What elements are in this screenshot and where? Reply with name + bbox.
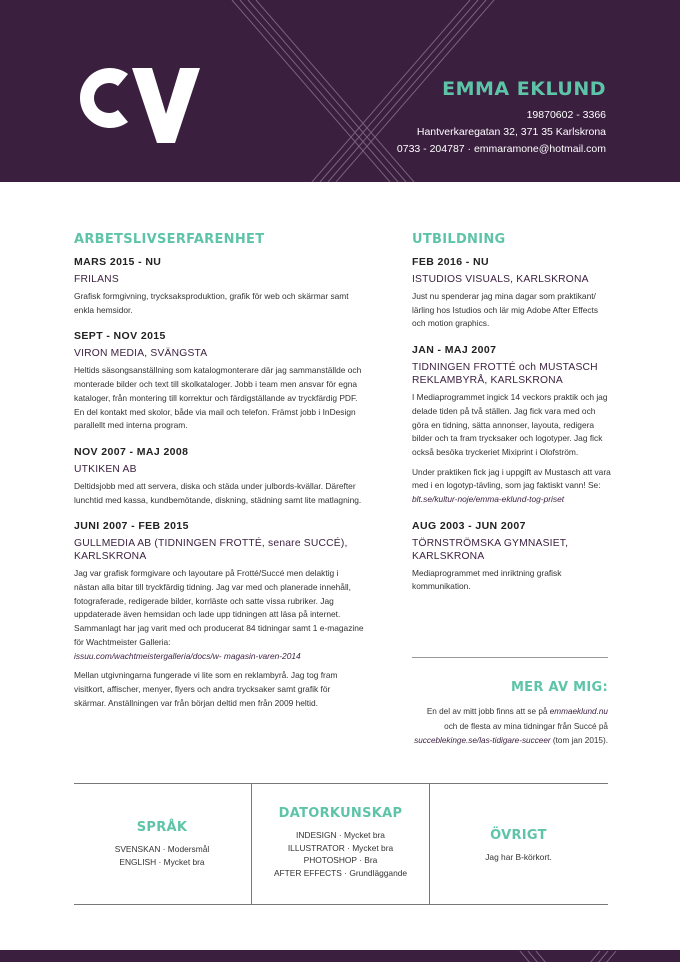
entry-date: JUNI 2007 - FEB 2015 xyxy=(74,520,189,533)
entry-org: UTKIKEN AB xyxy=(74,463,137,475)
entry-date: FEB 2016 - NU xyxy=(412,256,489,268)
entry-date: SEPT - NOV 2015 xyxy=(74,330,166,343)
section-title: UTBILDNING xyxy=(412,232,506,247)
entry-date: AUG 2003 - JUN 2007 xyxy=(412,519,526,532)
entry-desc: Deltidsjobb med att servera, diska och städa under julbords-kvällar. Därefter lunchtid med kassa, kundbemötande, diskning, städning samt lite matlagning. xyxy=(74,480,362,505)
section-title: MER AV MIG: xyxy=(510,680,608,695)
work-entry xyxy=(74,446,364,507)
entry-org: TÖRNSTRÖMSKA GYMNASIET, KARLSKRONA xyxy=(412,537,569,562)
entry-paragraph: Jag var grafisk formgivare och layoutare på Frotté/Succé men delaktig i nästan alla bitar till tryckfärdig tidning. Jag var med och planerade innehåll, fotograferade, redigerade bilder, korrläste och satte vissa rubriker. Jag uppdaterade även hemsidan och lade upp tidningen att läsa på internet. Sammanlagt har jag varit med och producerat 84 tidningar samt 1 e-magazine för Wachtmeister Galleria: xyxy=(74,568,364,647)
work-entry xyxy=(74,520,364,710)
header-banner xyxy=(0,0,680,182)
entry-desc xyxy=(74,567,364,710)
other-section xyxy=(429,784,608,904)
cv-logo xyxy=(70,48,200,148)
entry-org: VIRON MEDIA, SVÄNGSTA xyxy=(74,348,208,360)
skill-item: INDESIGN · Mycket bra xyxy=(296,830,385,840)
candidate-name: EMMA EKLUND xyxy=(442,78,606,100)
birth-number: 19870602 - 3366 xyxy=(526,109,606,121)
decorative-lines xyxy=(0,951,680,962)
computer-skills-section xyxy=(251,784,430,904)
more-text xyxy=(412,705,608,749)
entry-date: MARS 2015 - NU xyxy=(74,256,162,268)
footer-bar xyxy=(0,950,680,962)
language-item: ENGLISH · Mycket bra xyxy=(119,856,205,867)
more-text-part: En del av mitt jobb finns att se på xyxy=(426,707,548,716)
issuu-link[interactable]: issuu.com/wachtmeistergalleria/docs/w- magasin-varen-2014 xyxy=(74,650,301,661)
portfolio-link[interactable]: emmaeklund.nu xyxy=(549,707,608,716)
entry-org: FRILANS xyxy=(74,274,119,285)
section-title: ÖVRIGT xyxy=(490,828,547,843)
entry-desc xyxy=(412,391,612,507)
succe-link[interactable]: succeblekinge.se/las-tidigare-succeer xyxy=(414,736,551,745)
address: Hantverkaregatan 32, 371 35 Karlskrona xyxy=(416,126,606,138)
work-entry xyxy=(74,330,364,433)
entry-desc: Grafisk formgivning, trycksaksproduktion, grafik för web och skärmar samt enkla hemsidor. xyxy=(74,291,349,315)
education-section xyxy=(412,232,612,607)
phone-email: 0733 - 204787 · emmaramone@hotmail.com xyxy=(396,143,606,155)
skill-item: AFTER EFFECTS · Grundläggande xyxy=(273,867,408,878)
blt-link[interactable]: blt.se/kultur-noje/emma-eklund-tog-priset xyxy=(412,494,565,505)
skills-box xyxy=(74,783,608,905)
other-item: Jag har B-körkort. xyxy=(485,852,552,862)
language-item: SVENSKAN · Modersmål xyxy=(114,844,210,854)
work-entry xyxy=(74,256,364,317)
entry-org: GULLMEDIA AB (TIDNINGEN FROTTÉ, senare SUCCÉ), KARLSKRONA xyxy=(74,538,348,563)
skill-item: PHOTOSHOP · Bra xyxy=(303,855,378,865)
entry-paragraph: Mellan utgivningarna fungerade vi lite som en reklambyrå. Jag tog fram visitkort, affischer, menyer, flyers och andra trycksaker samt grafik för skärmar. Anställningen var från början deltid men från 2009 heltid. xyxy=(74,670,338,708)
more-text-part: (tom jan 2015). xyxy=(552,736,608,745)
entry-desc: Mediaprogrammet med inriktning grafisk kommunikation. xyxy=(412,567,562,592)
section-title: ARBETSLIVSERFARENHET xyxy=(74,232,265,247)
entry-org: ISTUDIOS VISUALS, KARLSKRONA xyxy=(412,274,589,285)
education-entry xyxy=(412,520,612,594)
section-title: SPRÅK xyxy=(136,820,188,835)
contact-info xyxy=(397,107,606,158)
entry-date: JAN - MAJ 2007 xyxy=(412,344,497,357)
entry-desc: Heltids säsongsanställning som katalogmonterare där jag sammanställde och monterade bilder och text till skolkataloger. Jobb i team men ansvar för egna kataloger, från montering till korrektur och färdigställande av tryckfärdig PDF. En del kontakt med skolor, både via mail och telefon. Främst jobb i InDesign parallellt med interna program. xyxy=(74,365,362,431)
languages-section xyxy=(74,784,250,904)
education-entry xyxy=(412,344,612,507)
divider xyxy=(412,657,608,658)
entry-paragraph: Under praktiken fick jag i uppgift av Mustasch att vara med i en logotyp-tävling, som jag faktiskt vann! Se: xyxy=(412,466,611,491)
more-text-part: och de flesta av mina tidningar från Succé på xyxy=(444,721,608,731)
skill-item: ILLUSTRATOR · Mycket bra xyxy=(287,842,394,853)
work-experience-section xyxy=(74,232,364,723)
entry-date: NOV 2007 - MAJ 2008 xyxy=(74,445,189,458)
education-entry xyxy=(412,256,612,331)
entry-desc: Just nu spenderar jag mina dagar som praktikant/ lärling hos Istudios och lär mig Adobe After Effects och motion graphics. xyxy=(412,291,599,329)
section-title: DATORKUNSKAP xyxy=(278,806,403,821)
more-about-me-section xyxy=(412,680,608,749)
entry-org: TIDNINGEN FROTTÉ och MUSTASCH REKLAMBYRÅ, KARLSKRONA xyxy=(412,362,598,387)
entry-paragraph: I Mediaprogrammet ingick 14 veckors praktik och jag delade tiden på två ställen. Jag fick vara med och göra en tidning, sätta annonser, layouta, redigera bilder och ta fram trycksaker och logotyper. Jag fick också besöka tryckeriet Mixiprint i Olofström. xyxy=(412,392,608,457)
